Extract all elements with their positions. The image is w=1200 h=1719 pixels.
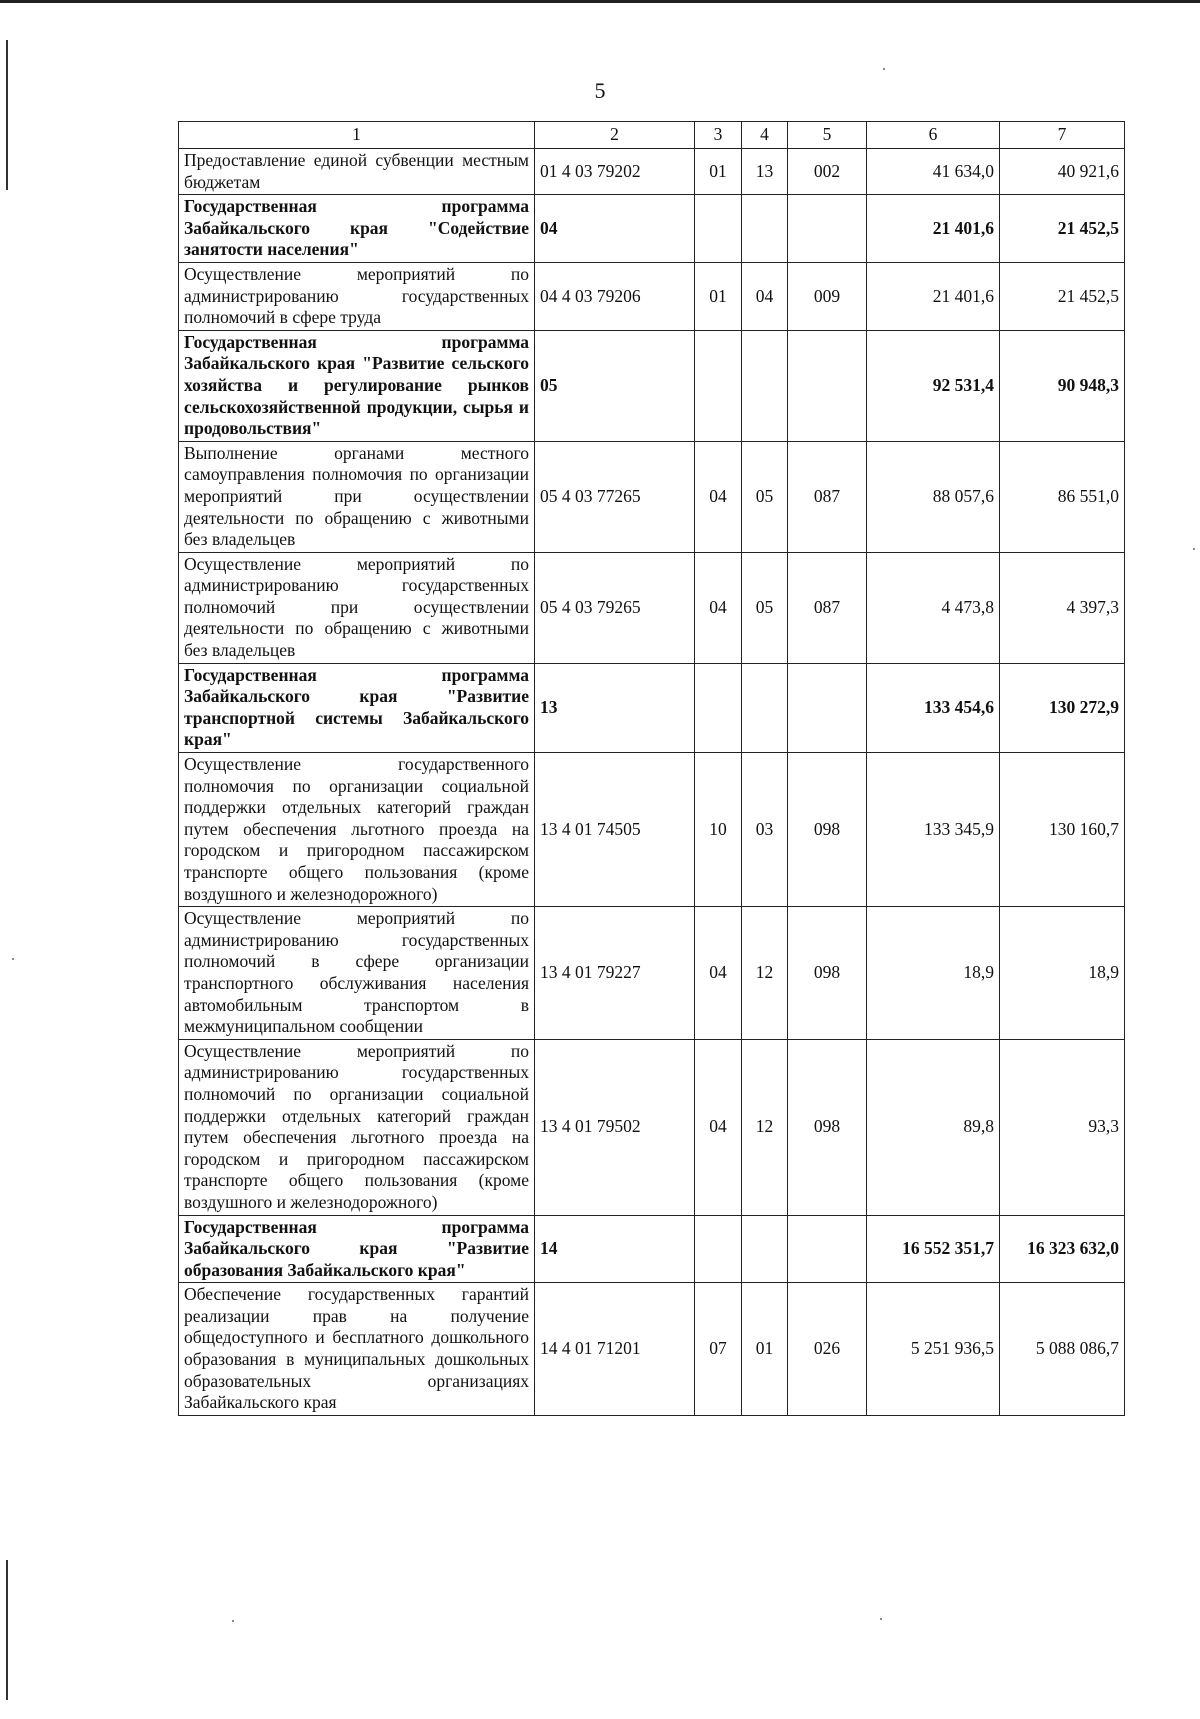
code-cell: 05 4 03 77265 (535, 441, 695, 552)
amount-col6-cell: 41 634,0 (867, 149, 1000, 195)
name-cell: Государственная программа Забайкальского края "Развитие сельского хозяйства и регулирование рынков сельскохозяйственной продукции, сырья и продовольствия" (179, 330, 535, 441)
subsection-cell: 12 (742, 1039, 788, 1215)
expense-type-cell (788, 195, 867, 263)
code-cell: 13 4 01 79502 (535, 1039, 695, 1215)
section-cell: 10 (695, 753, 742, 907)
code-cell: 13 4 01 79227 (535, 907, 695, 1040)
subsection-cell: 12 (742, 907, 788, 1040)
amount-col6-cell: 18,9 (867, 907, 1000, 1040)
name-cell: Осуществление мероприятий по администрированию государственных полномочий при осуществлении деятельности по обращению с животными без владельцев (179, 552, 535, 663)
scan-speck (883, 68, 885, 70)
subsection-cell: 13 (742, 149, 788, 195)
section-cell: 04 (695, 1039, 742, 1215)
budget-table (178, 121, 1125, 1416)
expense-type-cell: 026 (788, 1283, 867, 1416)
expense-type-cell: 009 (788, 262, 867, 330)
code-cell: 14 4 01 71201 (535, 1283, 695, 1416)
amount-col6-cell: 133 454,6 (867, 663, 1000, 752)
name-cell: Государственная программа Забайкальского края "Развитие транспортной системы Забайкальского края" (179, 663, 535, 752)
table-row (179, 149, 1125, 195)
subsection-cell: 05 (742, 441, 788, 552)
section-cell: 04 (695, 552, 742, 663)
expense-type-cell: 098 (788, 1039, 867, 1215)
subsection-cell (742, 195, 788, 263)
column-header: 5 (788, 122, 867, 149)
subsection-cell: 04 (742, 262, 788, 330)
name-cell: Осуществление государственного полномочия по организации социальной поддержки отдельных категорий граждан путем обеспечения льготного проезда на городском и пригородном пассажирском транспорте общего пользования (кроме воздушного и железнодорожного) (179, 753, 535, 907)
table-row (179, 1283, 1125, 1416)
section-cell: 04 (695, 907, 742, 1040)
amount-col6-cell: 4 473,8 (867, 552, 1000, 663)
section-cell (695, 663, 742, 752)
scan-speck (880, 1618, 882, 1620)
amount-col7-cell: 130 272,9 (1000, 663, 1125, 752)
name-cell: Государственная программа Забайкальского края "Развитие образования Забайкальского края" (179, 1215, 535, 1283)
amount-col7-cell: 93,3 (1000, 1039, 1125, 1215)
expense-type-cell: 098 (788, 753, 867, 907)
table-row (179, 195, 1125, 263)
amount-col7-cell: 4 397,3 (1000, 552, 1125, 663)
table-row (179, 330, 1125, 441)
name-cell: Обеспечение государственных гарантий реализации прав на получение общедоступного и бесплатного дошкольного образования в муниципальных дошкольных образовательных организациях Забайкальского края (179, 1283, 535, 1416)
code-cell: 13 (535, 663, 695, 752)
table-row (179, 262, 1125, 330)
amount-col7-cell: 16 323 632,0 (1000, 1215, 1125, 1283)
section-cell: 04 (695, 441, 742, 552)
amount-col6-cell: 88 057,6 (867, 441, 1000, 552)
name-cell: Осуществление мероприятий по администрированию государственных полномочий в сфере труда (179, 262, 535, 330)
table-row (179, 907, 1125, 1040)
table-row (179, 753, 1125, 907)
subsection-cell (742, 330, 788, 441)
section-cell: 01 (695, 149, 742, 195)
amount-col6-cell: 5 251 936,5 (867, 1283, 1000, 1416)
amount-col7-cell: 130 160,7 (1000, 753, 1125, 907)
amount-col7-cell: 5 088 086,7 (1000, 1283, 1125, 1416)
code-cell: 04 (535, 195, 695, 263)
section-cell: 01 (695, 262, 742, 330)
name-cell: Осуществление мероприятий по администрированию государственных полномочий по организации социальной поддержки отдельных категорий граждан путем обеспечения льготного проезда на городском и пригородном пассажирском транспорте общего пользования (кроме воздушного и железнодорожного) (179, 1039, 535, 1215)
code-cell: 13 4 01 74505 (535, 753, 695, 907)
subsection-cell: 01 (742, 1283, 788, 1416)
column-header: 6 (867, 122, 1000, 149)
scan-border-left-lower (6, 1560, 8, 1700)
expense-type-cell (788, 330, 867, 441)
amount-col7-cell: 86 551,0 (1000, 441, 1125, 552)
expense-type-cell (788, 663, 867, 752)
amount-col6-cell: 16 552 351,7 (867, 1215, 1000, 1283)
amount-col7-cell: 90 948,3 (1000, 330, 1125, 441)
column-header: 7 (1000, 122, 1125, 149)
scan-speck (232, 1620, 234, 1622)
amount-col6-cell: 133 345,9 (867, 753, 1000, 907)
scan-border-top (0, 0, 1200, 3)
expense-type-cell: 087 (788, 552, 867, 663)
name-cell: Государственная программа Забайкальского края "Содействие занятости населения" (179, 195, 535, 263)
expense-type-cell (788, 1215, 867, 1283)
name-cell: Выполнение органами местного самоуправления полномочия по организации мероприятий при осуществлении деятельности по обращению с животными без владельцев (179, 441, 535, 552)
amount-col7-cell: 21 452,5 (1000, 262, 1125, 330)
table-row (179, 1039, 1125, 1215)
code-cell: 04 4 03 79206 (535, 262, 695, 330)
scan-speck (1193, 548, 1195, 550)
amount-col6-cell: 89,8 (867, 1039, 1000, 1215)
name-cell: Осуществление мероприятий по администрированию государственных полномочий в сфере организации транспортного обслуживания населения автомобильным транспортом в межмуниципальном сообщении (179, 907, 535, 1040)
amount-col7-cell: 40 921,6 (1000, 149, 1125, 195)
column-header: 3 (695, 122, 742, 149)
code-cell: 14 (535, 1215, 695, 1283)
amount-col6-cell: 92 531,4 (867, 330, 1000, 441)
table-row (179, 552, 1125, 663)
table-header-row (179, 122, 1125, 149)
page-number: 5 (594, 78, 606, 103)
table-row (179, 441, 1125, 552)
section-cell (695, 1215, 742, 1283)
expense-type-cell: 002 (788, 149, 867, 195)
scan-speck (12, 958, 14, 960)
code-cell: 05 (535, 330, 695, 441)
scan-border-left-upper (6, 40, 8, 190)
table-row (179, 663, 1125, 752)
column-header: 2 (535, 122, 695, 149)
amount-col6-cell: 21 401,6 (867, 195, 1000, 263)
section-cell (695, 195, 742, 263)
column-header: 4 (742, 122, 788, 149)
code-cell: 05 4 03 79265 (535, 552, 695, 663)
amount-col7-cell: 21 452,5 (1000, 195, 1125, 263)
amount-col7-cell: 18,9 (1000, 907, 1125, 1040)
section-cell (695, 330, 742, 441)
expense-type-cell: 098 (788, 907, 867, 1040)
expense-type-cell: 087 (788, 441, 867, 552)
subsection-cell: 03 (742, 753, 788, 907)
code-cell: 01 4 03 79202 (535, 149, 695, 195)
section-cell: 07 (695, 1283, 742, 1416)
amount-col6-cell: 21 401,6 (867, 262, 1000, 330)
name-cell: Предоставление единой субвенции местным бюджетам (179, 149, 535, 195)
table-row (179, 1215, 1125, 1283)
subsection-cell (742, 1215, 788, 1283)
subsection-cell (742, 663, 788, 752)
column-header: 1 (179, 122, 535, 149)
subsection-cell: 05 (742, 552, 788, 663)
